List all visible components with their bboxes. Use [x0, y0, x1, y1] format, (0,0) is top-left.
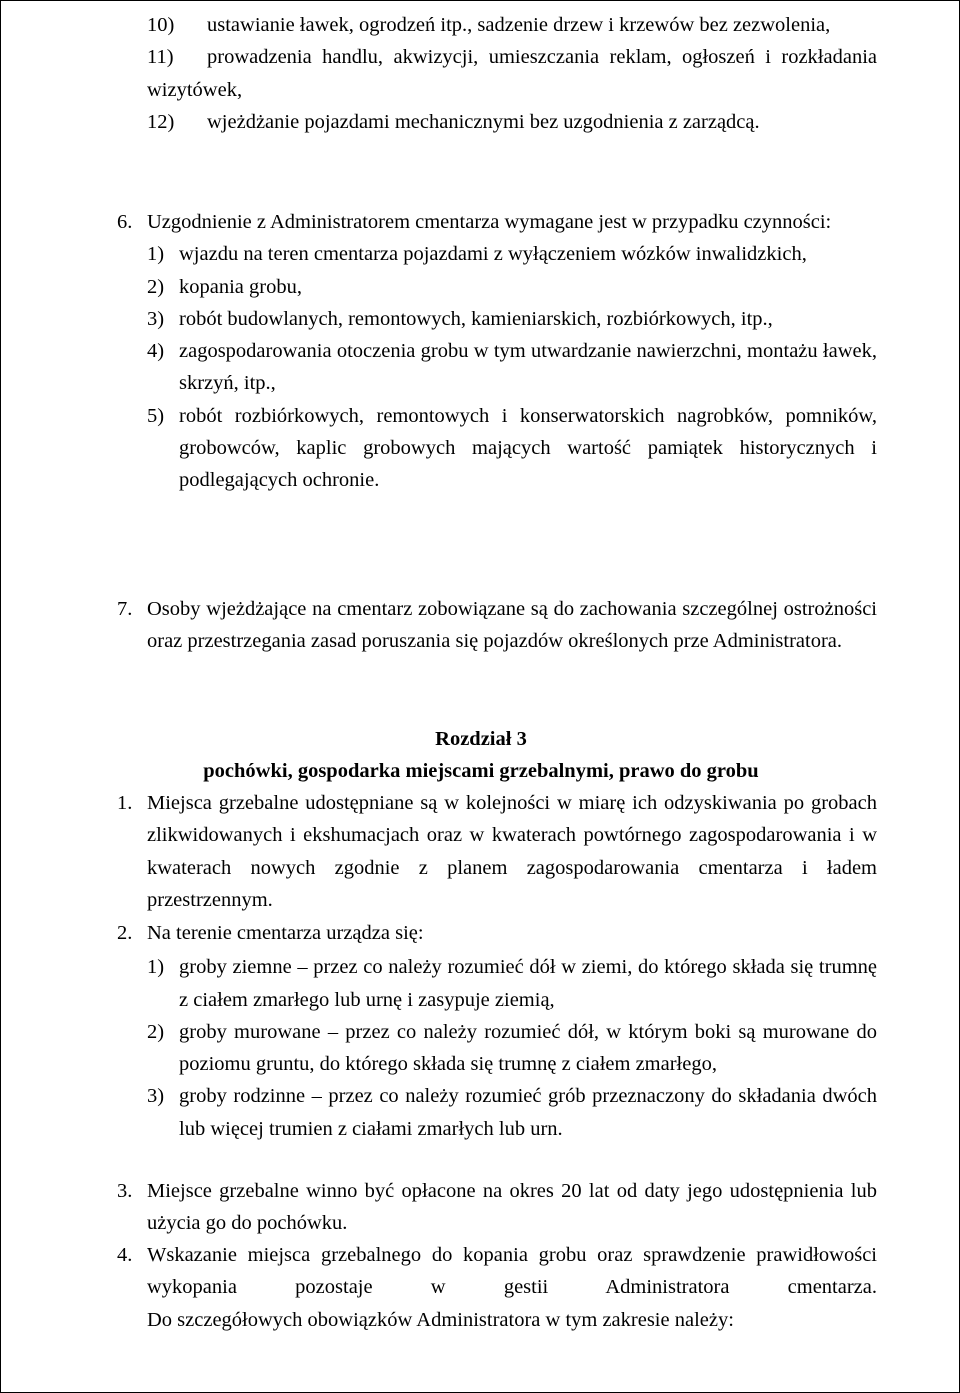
- section-1-text: Miejsca grzebalne udostępniane są w kolejności w miarę ich odzyskiwania po grobach zlikwidowanych i ekshumacjach oraz w kwaterach powtórnego zagospodarowania i w kwaterach nowych zgodnie z planem zagospodarowania cmentarza i ładem przestrzennym.: [147, 792, 877, 911]
- section-3: [117, 1175, 877, 1240]
- paragraph-7: [117, 593, 877, 658]
- list-item-text: prowadzenia handlu, akwizycji, umieszczania reklam, ogłoszeń i rozkładania wizytówek,: [147, 46, 877, 101]
- list-item-12: [147, 106, 877, 138]
- section-1: [117, 787, 877, 916]
- paragraph-6: [117, 206, 877, 497]
- section-1-row: [117, 787, 877, 916]
- list-item-text: groby murowane – przez co należy rozumieć dół, w którym boki są murowane do poziomu gruntu, do którego składa się trumnę z ciałem zmarłego,: [179, 1020, 877, 1076]
- paragraph-7-text: Osoby wjeżdżające na cmentarz zobowiązane są do zachowania szczególnej ostrożności oraz przestrzegania zasad poruszania się pojazdów określonych prze Administratora.: [147, 598, 877, 653]
- list-item-text: groby rodzinne – przez co należy rozumieć grób przeznaczony do składania dwóch lub więcej trumien z ciałami zmarłych lub urn.: [179, 1085, 877, 1140]
- section-2-list: [117, 951, 877, 1145]
- list-item: [147, 1016, 877, 1081]
- list-item: [147, 1080, 877, 1145]
- paragraph-7-row: [117, 593, 877, 658]
- list-item: [147, 303, 877, 335]
- list-item-10: [147, 9, 877, 41]
- section-number: 2.: [117, 922, 133, 944]
- section-4-last-line: Do szczegółowych obowiązków Administratora w tym zakresie należy:: [147, 1308, 734, 1331]
- section-4-text: Wskazanie miejsca grzebalnego do kopania grobu oraz sprawdzenie prawidłowości wykopania pozostaje w gestii Administratora cmentarza.: [147, 1244, 877, 1299]
- list-item-text: zagospodarowania otoczenia grobu w tym utwardzanie nawierzchni, montażu ławek, skrzyń, itp.,: [179, 340, 877, 395]
- section-number: 3.: [117, 1180, 133, 1202]
- list-item-11: [147, 41, 877, 106]
- list-item-number: 3): [147, 1085, 165, 1108]
- section-2-intro-row: [117, 917, 877, 949]
- section-2: [117, 917, 877, 1145]
- list-item-number: 4): [147, 340, 165, 363]
- list-item-text: kopania grobu,: [179, 275, 302, 298]
- list-item-text: robót budowlanych, remontowych, kamieniarskich, rozbiórkowych, itp.,: [179, 307, 773, 330]
- list-item-text: wjazdu na teren cmentarza pojazdami z wyłączeniem wózków inwalidzkich,: [179, 243, 807, 266]
- list-item-number: 3): [147, 307, 165, 330]
- section-number: 4.: [117, 1244, 133, 1266]
- list-item-number: 5): [147, 404, 165, 427]
- chapter-subtitle: pochówki, gospodarka miejscami grzebalnymi, prawo do grobu: [203, 760, 759, 782]
- paragraph-number: 6.: [117, 211, 133, 233]
- list-item-text: ustawianie ławek, ogrodzeń itp., sadzenie drzew i krzewów bez zezwolenia,: [207, 14, 831, 36]
- list-item-number: 1): [147, 956, 165, 979]
- list-item: [147, 238, 877, 270]
- section-3-text: Miejsce grzebalne winno być opłacone na okres 20 lat od daty jego udostępnienia lub użycia go do pochówku.: [147, 1180, 877, 1235]
- section-3-row: [117, 1175, 877, 1240]
- paragraph-6-list: [117, 238, 877, 496]
- list-item: [147, 335, 877, 400]
- list-item-number: 2): [147, 275, 165, 298]
- section-4: [117, 1239, 877, 1336]
- paragraph-6-intro: Uzgodnienie z Administratorem cmentarza wymagane jest w przypadku czynności:: [147, 211, 832, 233]
- list-item-number: 1): [147, 243, 165, 266]
- paragraph-6-intro-row: [117, 206, 877, 238]
- paragraph-number: 7.: [117, 598, 133, 620]
- chapter-title: Rozdział 3: [435, 728, 527, 750]
- list-item-text: groby ziemne – przez co należy rozumieć dół w ziemi, do którego składa się trumnę z ciałem zmarłego lub urnę i zasypuje ziemią,: [179, 956, 877, 1011]
- section-4-row: [117, 1239, 877, 1336]
- list-item: [147, 951, 877, 1016]
- section-2-intro: Na terenie cmentarza urządza się:: [147, 922, 424, 944]
- list-item-number: 2): [147, 1020, 165, 1043]
- list-item: [147, 400, 877, 497]
- list-item: [147, 271, 877, 303]
- list-item-number: 11): [147, 46, 174, 69]
- list-item-number: 10): [147, 14, 175, 36]
- list-top: [147, 9, 877, 138]
- list-item-number: 12): [147, 110, 175, 133]
- list-item-text: wjeżdżanie pojazdami mechanicznymi bez uzgodnienia z zarządcą.: [207, 110, 760, 133]
- list-item-text: robót rozbiórkowych, remontowych i konserwatorskich nagrobków, pomników, grobowców, kaplic grobowych mających wartość pamiątek historycznych i podlegających ochronie.: [179, 404, 877, 492]
- section-number: 1.: [117, 792, 133, 814]
